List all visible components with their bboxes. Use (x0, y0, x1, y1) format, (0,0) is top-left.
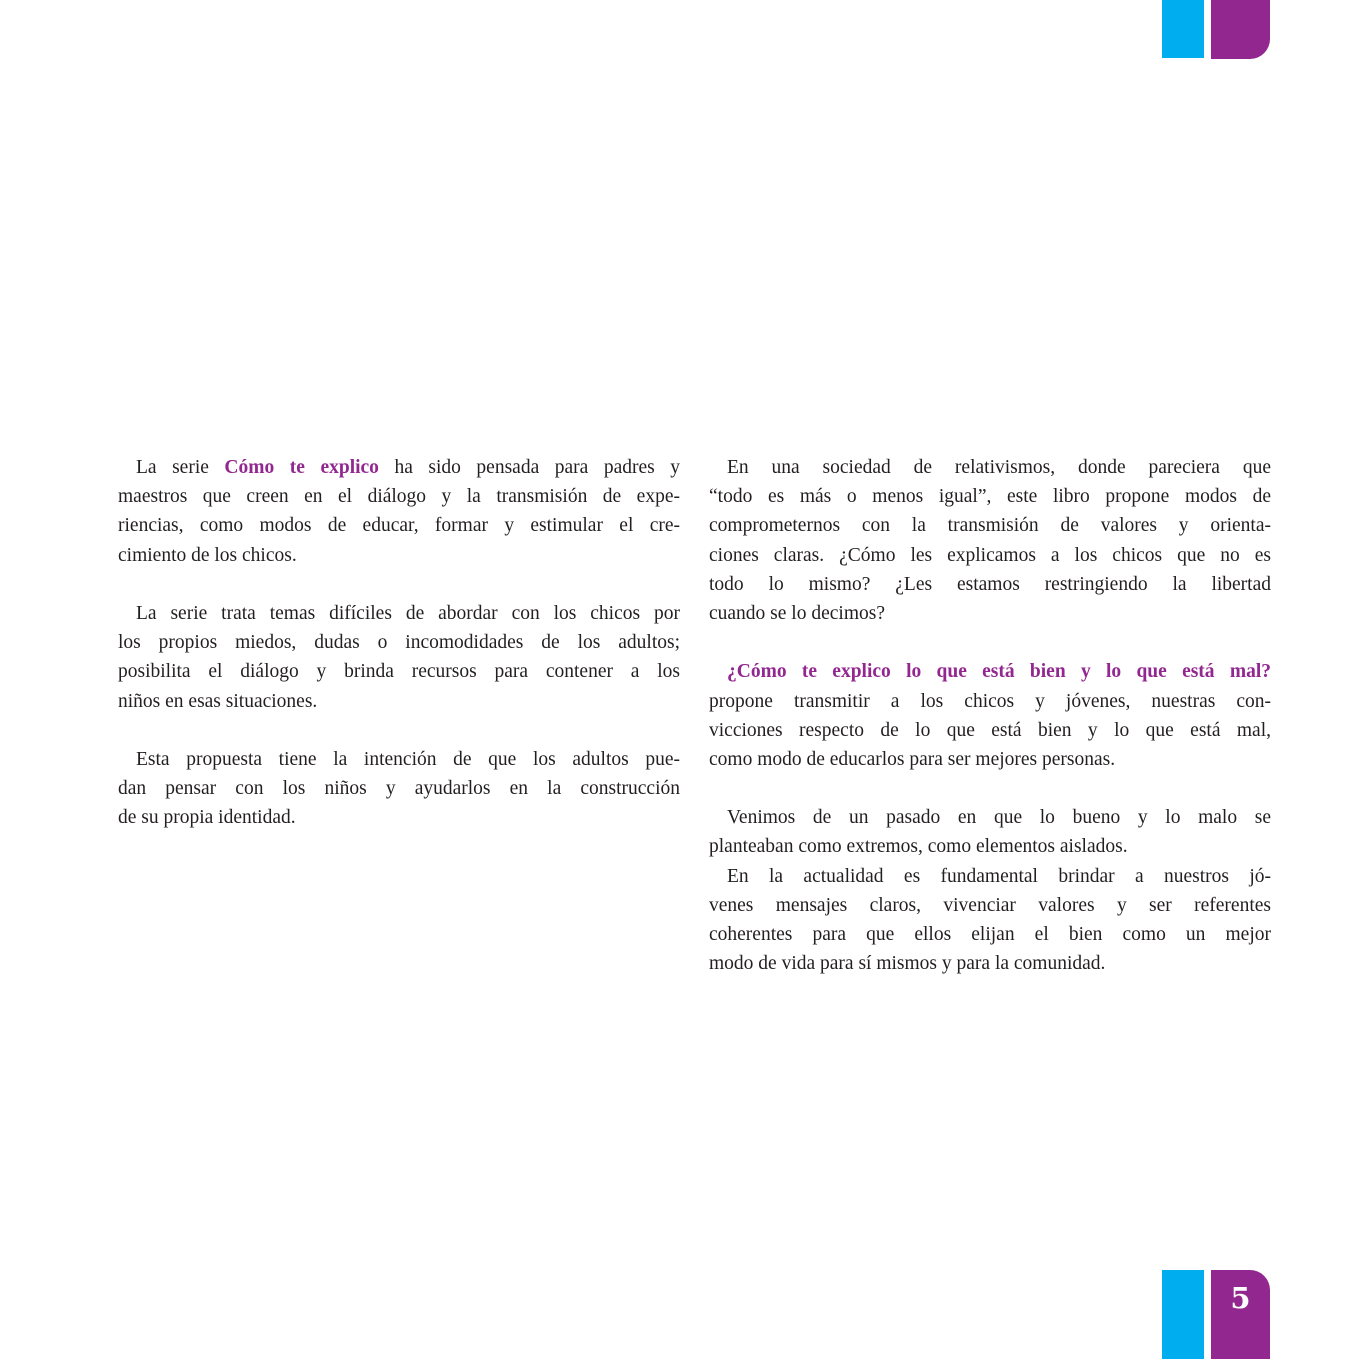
text-line: venes mensajes claros, vivenciar valores y ser referentes (709, 894, 1271, 916)
text-line: como modo de educarlos para ser mejores personas. (709, 748, 1116, 770)
text-line: maestros que creen en el diálogo y la transmisión de expe- (118, 486, 680, 508)
text-line: En la actualidad es fundamental brindar a nuestros jó- (727, 865, 1271, 887)
text-line: ciones claras. ¿Cómo les explicamos a los chicos que no es (709, 544, 1271, 566)
left-text-column (118, 453, 680, 862)
text-line: cuando se lo decimos? (709, 602, 885, 624)
text-line: los propios miedos, dudas o incomodidades de los adultos; (118, 632, 680, 654)
intro-paragraph (118, 453, 680, 570)
text-line: posibilita el diálogo y brinda recursos para contener a los (118, 661, 680, 683)
text-span: La serie (136, 457, 225, 478)
text-line: “todo es más o menos igual”, este libro propone modos de (709, 486, 1271, 508)
text-span: ha sido pensada para padres y (378, 457, 680, 478)
text-line: comprometernos con la transmisión de valores y orienta- (709, 515, 1271, 537)
text-line: modo de vida para sí mismos y para la comunidad. (709, 953, 1106, 975)
text-line: En una sociedad de relativismos, donde pareciera que (727, 457, 1271, 478)
text-line: todo lo mismo? ¿Les estamos restringiendo la libertad (709, 573, 1271, 595)
proposal-paragraph (118, 745, 680, 833)
text-line: vicciones respecto de lo que está bien y lo que está mal, (709, 719, 1271, 741)
text-line: La serie trata temas difíciles de abordar con los chicos por (136, 602, 680, 624)
difficult-topics-paragraph (118, 599, 680, 716)
text-line: riencias, como modos de educar, formar y estimular el cre- (118, 515, 680, 537)
page-number: 5 (1230, 1281, 1251, 1315)
text-line: propone transmitir a los chicos y jóvenes, nuestras con- (709, 690, 1271, 712)
book-title-highlight: ¿Cómo te explico lo que está bien y lo que está mal? (727, 661, 1271, 683)
book-purpose-paragraph (709, 657, 1271, 774)
text-line: niños en esas situaciones. (118, 690, 318, 712)
text-line: de su propia identidad. (118, 807, 296, 829)
text-line: dan pensar con los niños y ayudarlos en la construcción (118, 778, 680, 800)
top-cyan-tab-decoration (1162, 0, 1204, 58)
text-line: Esta propuesta tiene la intención de que los adultos pue- (136, 748, 680, 770)
present-paragraph (709, 862, 1271, 979)
text-line: planteaban como extremos, como elementos aislados. (709, 836, 1128, 858)
top-purple-tab-decoration (1211, 0, 1270, 59)
relativism-paragraph (709, 453, 1271, 628)
past-paragraph (709, 803, 1271, 861)
text-line: cimiento de los chicos. (118, 544, 297, 566)
text-line: Venimos de un pasado en que lo bueno y lo malo se (727, 807, 1271, 829)
text-line: coherentes para que ellos elijan el bien como un mejor (709, 924, 1271, 945)
right-text-column (709, 453, 1271, 1008)
series-title-highlight: Cómo te explico (224, 457, 379, 478)
text-line (118, 453, 680, 482)
bottom-cyan-tab-decoration (1162, 1270, 1204, 1359)
